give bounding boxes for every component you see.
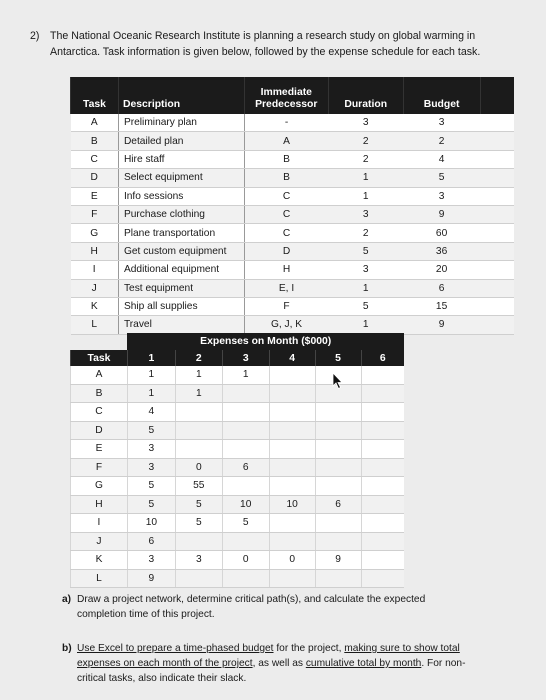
task-spacer-cell [480, 316, 514, 334]
expense-month-cell [175, 532, 222, 551]
expense-month-cell: 1 [222, 366, 269, 384]
expense-task-cell: B [71, 384, 128, 403]
header-task: Task [71, 77, 119, 114]
task-row [71, 205, 515, 223]
task-description-cell: Hire staff [118, 150, 244, 168]
expense-month-cell [315, 421, 361, 440]
mouse-pointer-icon [331, 372, 345, 390]
task-duration-cell: 1 [328, 279, 403, 297]
task-row [71, 132, 515, 150]
task-duration-cell: 1 [328, 316, 403, 334]
task-predecessor-cell: G, J, K [244, 316, 328, 334]
expense-month-cell: 0 [175, 458, 222, 477]
expense-month-cell: 3 [127, 551, 175, 570]
task-duration-cell: 1 [328, 187, 403, 205]
expense-month-cell [222, 569, 269, 588]
task-predecessor-cell: C [244, 187, 328, 205]
task-budget-cell: 2 [403, 132, 480, 150]
task-spacer-cell [480, 261, 514, 279]
task-budget-cell: 3 [403, 114, 480, 132]
expense-row [71, 551, 405, 570]
expense-row [71, 458, 405, 477]
expense-row [71, 495, 405, 514]
expense-header-task: Task [71, 350, 128, 366]
expense-month-cell: 1 [127, 384, 175, 403]
expense-month-cell: 0 [222, 551, 269, 570]
expense-month-cell [222, 421, 269, 440]
task-predecessor-cell: C [244, 224, 328, 242]
expense-header-month: 3 [222, 350, 269, 366]
expense-month-cell [269, 532, 315, 551]
task-budget-cell: 9 [403, 316, 480, 334]
task-budget-cell: 5 [403, 169, 480, 187]
expense-month-cell [315, 569, 361, 588]
task-id-cell: B [71, 132, 119, 150]
expense-row [71, 384, 405, 403]
expense-month-cell: 6 [222, 458, 269, 477]
task-description-cell: Detailed plan [118, 132, 244, 150]
expense-month-cell [361, 403, 404, 422]
expense-month-cell: 4 [127, 403, 175, 422]
task-spacer-cell [480, 297, 514, 315]
expense-task-cell: E [71, 440, 128, 459]
expense-month-cell [269, 514, 315, 533]
expense-month-cell [175, 569, 222, 588]
task-id-cell: F [71, 205, 119, 223]
task-duration-cell: 3 [328, 114, 403, 132]
task-predecessor-cell: E, I [244, 279, 328, 297]
expense-month-cell [315, 458, 361, 477]
expense-month-cell [315, 514, 361, 533]
expense-task-cell: J [71, 532, 128, 551]
task-predecessor-cell: B [244, 169, 328, 187]
task-predecessor-cell: D [244, 242, 328, 260]
task-row [71, 150, 515, 168]
task-table [70, 77, 514, 335]
task-spacer-cell [480, 224, 514, 242]
expense-month-cell [361, 384, 404, 403]
expense-title-row [71, 333, 405, 350]
expense-month-cell: 6 [315, 495, 361, 514]
task-predecessor-cell: B [244, 150, 328, 168]
expense-month-cell: 1 [175, 384, 222, 403]
task-budget-cell: 3 [403, 187, 480, 205]
task-id-cell: G [71, 224, 119, 242]
task-duration-cell: 1 [328, 169, 403, 187]
task-predecessor-cell: - [244, 114, 328, 132]
task-id-cell: A [71, 114, 119, 132]
expense-month-cell: 10 [269, 495, 315, 514]
expense-month-cell [269, 403, 315, 422]
task-spacer-cell [480, 150, 514, 168]
expense-month-cell [269, 440, 315, 459]
expense-month-cell [315, 532, 361, 551]
expense-task-cell: I [71, 514, 128, 533]
expense-month-cell [269, 477, 315, 496]
expense-task-cell: K [71, 551, 128, 570]
expense-row [71, 514, 405, 533]
expense-month-cell: 0 [269, 551, 315, 570]
task-id-cell: K [71, 297, 119, 315]
expense-month-cell [315, 403, 361, 422]
expense-row [71, 440, 405, 459]
expense-month-cell [361, 569, 404, 588]
expense-month-cell [361, 421, 404, 440]
task-id-cell: I [71, 261, 119, 279]
expense-month-cell: 55 [175, 477, 222, 496]
task-description-cell: Get custom equipment [118, 242, 244, 260]
expense-month-cell: 5 [175, 495, 222, 514]
expense-month-cell [222, 403, 269, 422]
header-budget: Budget [403, 77, 480, 114]
expense-row [71, 366, 405, 384]
task-table-header [71, 77, 515, 114]
task-spacer-cell [480, 205, 514, 223]
expense-month-cell [269, 366, 315, 384]
expense-month-cell [361, 514, 404, 533]
expense-month-cell: 3 [127, 440, 175, 459]
expense-month-cell [222, 477, 269, 496]
expense-month-cell [361, 366, 404, 384]
task-row [71, 316, 515, 334]
expense-month-cell [222, 440, 269, 459]
expense-month-cell [269, 421, 315, 440]
task-budget-cell: 60 [403, 224, 480, 242]
task-id-cell: J [71, 279, 119, 297]
expense-task-cell: F [71, 458, 128, 477]
task-row [71, 242, 515, 260]
expense-month-cell: 5 [175, 514, 222, 533]
task-row [71, 114, 515, 132]
expense-month-cell: 5 [127, 421, 175, 440]
task-predecessor-cell: A [244, 132, 328, 150]
task-description-cell: Ship all supplies [118, 297, 244, 315]
task-budget-cell: 36 [403, 242, 480, 260]
expense-month-cell: 5 [127, 477, 175, 496]
task-description-cell: Info sessions [118, 187, 244, 205]
expense-header-row [71, 350, 405, 366]
task-description-cell: Plane transportation [118, 224, 244, 242]
expense-month-cell [361, 495, 404, 514]
header-duration: Duration [328, 77, 403, 114]
task-budget-cell: 20 [403, 261, 480, 279]
questions [62, 592, 502, 686]
expense-month-cell [269, 458, 315, 477]
task-predecessor-cell: H [244, 261, 328, 279]
task-row [71, 261, 515, 279]
expense-month-cell: 1 [175, 366, 222, 384]
expense-row [71, 421, 405, 440]
expense-month-cell: 3 [127, 458, 175, 477]
question-b: b) Use Excel to prepare a time-phased budget for the project, making sure to show total expenses on each month of the project, as well as cumulative total by month. For non- critical tasks, also indicate their slack. [62, 643, 466, 684]
task-description-cell: Select equipment [118, 169, 244, 187]
task-spacer-cell [480, 132, 514, 150]
expense-month-cell: 10 [222, 495, 269, 514]
task-duration-cell: 2 [328, 224, 403, 242]
task-id-cell: C [71, 150, 119, 168]
problem-number: 2) [30, 30, 40, 42]
expense-month-cell: 9 [127, 569, 175, 588]
task-duration-cell: 2 [328, 132, 403, 150]
expense-month-cell: 1 [127, 366, 175, 384]
task-description-cell: Travel [118, 316, 244, 334]
expense-month-cell: 10 [127, 514, 175, 533]
expense-task-cell: C [71, 403, 128, 422]
task-spacer-cell [480, 279, 514, 297]
header-spacer [480, 77, 514, 114]
expense-month-cell [315, 477, 361, 496]
task-description-cell: Additional equipment [118, 261, 244, 279]
task-duration-cell: 3 [328, 261, 403, 279]
task-duration-cell: 2 [328, 150, 403, 168]
task-id-cell: L [71, 316, 119, 334]
task-duration-cell: 5 [328, 242, 403, 260]
expense-row [71, 569, 405, 588]
task-id-cell: D [71, 169, 119, 187]
expense-header-month: 1 [127, 350, 175, 366]
task-duration-cell: 3 [328, 205, 403, 223]
task-predecessor-cell: C [244, 205, 328, 223]
task-description-cell: Preliminary plan [118, 114, 244, 132]
task-duration-cell: 5 [328, 297, 403, 315]
expense-row [71, 403, 405, 422]
expense-row [71, 477, 405, 496]
task-row [71, 169, 515, 187]
expense-task-cell: L [71, 569, 128, 588]
expense-month-cell [175, 440, 222, 459]
expense-month-cell [361, 440, 404, 459]
task-spacer-cell [480, 242, 514, 260]
expense-month-cell [361, 458, 404, 477]
task-id-cell: E [71, 187, 119, 205]
expense-task-cell: H [71, 495, 128, 514]
task-id-cell: H [71, 242, 119, 260]
expense-month-cell [222, 532, 269, 551]
task-predecessor-cell: F [244, 297, 328, 315]
task-row [71, 297, 515, 315]
expense-row [71, 532, 405, 551]
task-row [71, 187, 515, 205]
task-description-cell: Test equipment [118, 279, 244, 297]
task-spacer-cell [480, 169, 514, 187]
expense-month-cell [175, 403, 222, 422]
header-predecessor: Immediate Predecessor [244, 77, 328, 114]
problem-intro [30, 28, 530, 60]
task-spacer-cell [480, 187, 514, 205]
task-description-cell: Purchase clothing [118, 205, 244, 223]
expense-header-month: 2 [175, 350, 222, 366]
task-budget-cell: 4 [403, 150, 480, 168]
expense-month-cell [175, 421, 222, 440]
task-budget-cell: 9 [403, 205, 480, 223]
intro-line-2: Antarctica. Task information is given below, followed by the expense schedule for each task. [50, 46, 481, 58]
expense-month-cell [361, 532, 404, 551]
task-row [71, 224, 515, 242]
expense-month-cell [361, 477, 404, 496]
expense-header-month: 5 [315, 350, 361, 366]
expense-title: Expenses on Month ($000) [127, 333, 404, 350]
task-row [71, 279, 515, 297]
expense-month-cell [269, 384, 315, 403]
expense-month-cell: 3 [175, 551, 222, 570]
expense-month-cell: 9 [315, 551, 361, 570]
expense-header-month: 4 [269, 350, 315, 366]
expense-header-month: 6 [361, 350, 404, 366]
task-budget-cell: 6 [403, 279, 480, 297]
expense-month-cell: 5 [222, 514, 269, 533]
question-a: a) Draw a project network, determine critical path(s), and calculate the expected completion time of this project. [62, 594, 426, 620]
expense-task-cell: A [71, 366, 128, 384]
expense-month-cell [269, 569, 315, 588]
task-spacer-cell [480, 114, 514, 132]
intro-line-1: 2) The National Oceanic Research Institute is planning a research study on global warming in [30, 30, 476, 42]
expense-task-cell: D [71, 421, 128, 440]
task-budget-cell: 15 [403, 297, 480, 315]
expense-task-cell: G [71, 477, 128, 496]
header-description: Description [118, 77, 244, 114]
expense-month-cell [315, 440, 361, 459]
expense-month-cell: 6 [127, 532, 175, 551]
expense-table [70, 333, 404, 588]
expense-month-cell [222, 384, 269, 403]
expense-month-cell [361, 551, 404, 570]
expense-month-cell: 5 [127, 495, 175, 514]
